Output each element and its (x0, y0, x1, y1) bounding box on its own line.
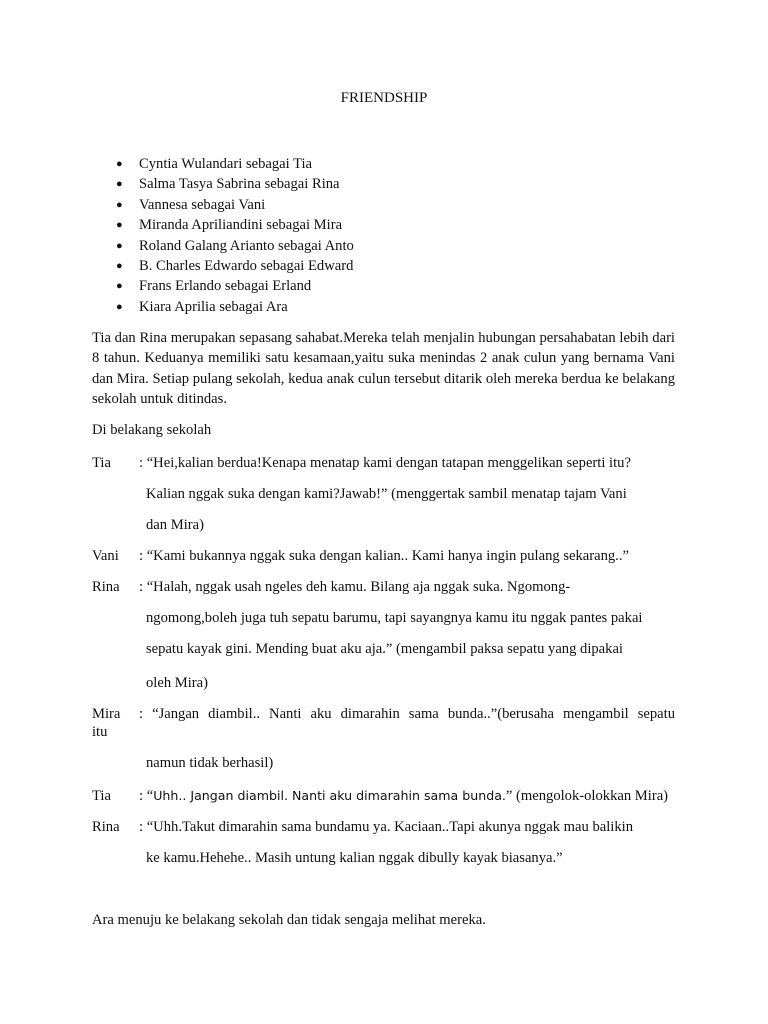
cast-item: ● Vannesa sebagai Vani (116, 196, 266, 213)
speaker-label: Rina (92, 819, 120, 835)
speaker-label: Mira (92, 706, 121, 722)
bullet-icon: ● (116, 239, 123, 252)
speaker-label: Tia (92, 455, 111, 471)
cast-item: ● Roland Galang Arianto sebagai Anto (116, 237, 354, 254)
bullet-icon: ● (116, 219, 123, 232)
dialogue-line: : “Jangan diambil.. Nanti aku dimarahin sama bunda..”(berusaha mengambil sepatu (139, 706, 675, 722)
speaker-label: Vani (92, 548, 119, 564)
bullet-icon: ● (116, 280, 123, 293)
dialogue-line: dan Mira) (146, 517, 204, 533)
cast-item: ● B. Charles Edwardo sebagai Edward (116, 257, 354, 274)
dialogue-line: namun tidak berhasil) (146, 755, 274, 771)
scene-heading: Di belakang sekolah (92, 422, 212, 438)
cast-item: ● Cyntia Wulandari sebagai Tia (116, 156, 313, 172)
bullet-icon: ● (116, 178, 123, 191)
dialogue-line: oleh Mira) (146, 675, 209, 691)
dialogue-line: Kalian nggak suka dengan kami?Jawab!” (menggertak sambil menatap tajam Vani (146, 486, 627, 502)
dialogue-line: : “Hei,kalian berdua!Kenapa menatap kami dengan tatapan menggelikan seperti itu? (139, 455, 631, 471)
dialogue-line: ngomong,boleh juga tuh sepatu barumu, tapi sayangnya kamu itu nggak pantes pakai (146, 610, 643, 626)
intro-paragraph: Tia dan Rina merupakan sepasang sahabat.Mereka telah menjalin hubungan persahabatan lebih dari 8 tahun. Keduanya memiliki satu kesamaan,yaitu suka menindas 2 anak culun yang bernama Vani dan Mira. Setiap pulang sekolah, kedua anak culun tersebut ditarik oleh mereka berdua ke belakang sekolah untuk ditindas. (92, 330, 675, 407)
speaker-label: Tia (92, 788, 111, 804)
dialogue-line: : “Kami bukannya nggak suka dengan kalian.. Kami hanya ingin pulang sekarang..” (139, 548, 629, 564)
bullet-icon: ● (116, 158, 123, 170)
cast-item: ● Miranda Apriliandini sebagai Mira (116, 217, 343, 234)
dialogue-line: sepatu kayak gini. Mending buat aku aja.” (mengambil paksa sepatu yang dipakai (146, 641, 623, 657)
dialogue-line: : “Halah, nggak usah ngeles deh kamu. Bilang aja nggak suka. Ngomong- (139, 579, 571, 595)
cast-item: ● Salma Tasya Sabrina sebagai Rina (116, 176, 340, 193)
document-title: FRIENDSHIP (340, 90, 428, 106)
cast-item: ● Kiara Aprilia sebagai Ara (116, 298, 288, 315)
mocking-quote: Uhh.. Jangan diambil. Nanti aku dimarahin sama bunda. (153, 788, 506, 803)
bullet-icon: ● (116, 259, 123, 272)
dialogue-line: : “Uhh.. Jangan diambil. Nanti aku dimarahin sama bunda.” (mengolok-olokkan Mira) (139, 788, 669, 804)
dialogue-line: ke kamu.Hehehe.. Masih untung kalian nggak dibully kayak biasanya.” (146, 850, 563, 866)
speaker-label: Rina (92, 579, 120, 595)
cast-list (0, 154, 354, 317)
bullet-icon: ● (116, 300, 123, 313)
cast-item: ● Frans Erlando sebagai Erland (116, 278, 312, 295)
speaker-label-continued: itu (92, 724, 108, 740)
bullet-icon: ● (116, 198, 123, 211)
dialogue-line: : “Uhh.Takut dimarahin sama bundamu ya. Kaciaan..Tapi akunya nggak mau balikin (139, 819, 633, 835)
closing-line: Ara menuju ke belakang sekolah dan tidak sengaja melihat mereka. (92, 912, 486, 928)
